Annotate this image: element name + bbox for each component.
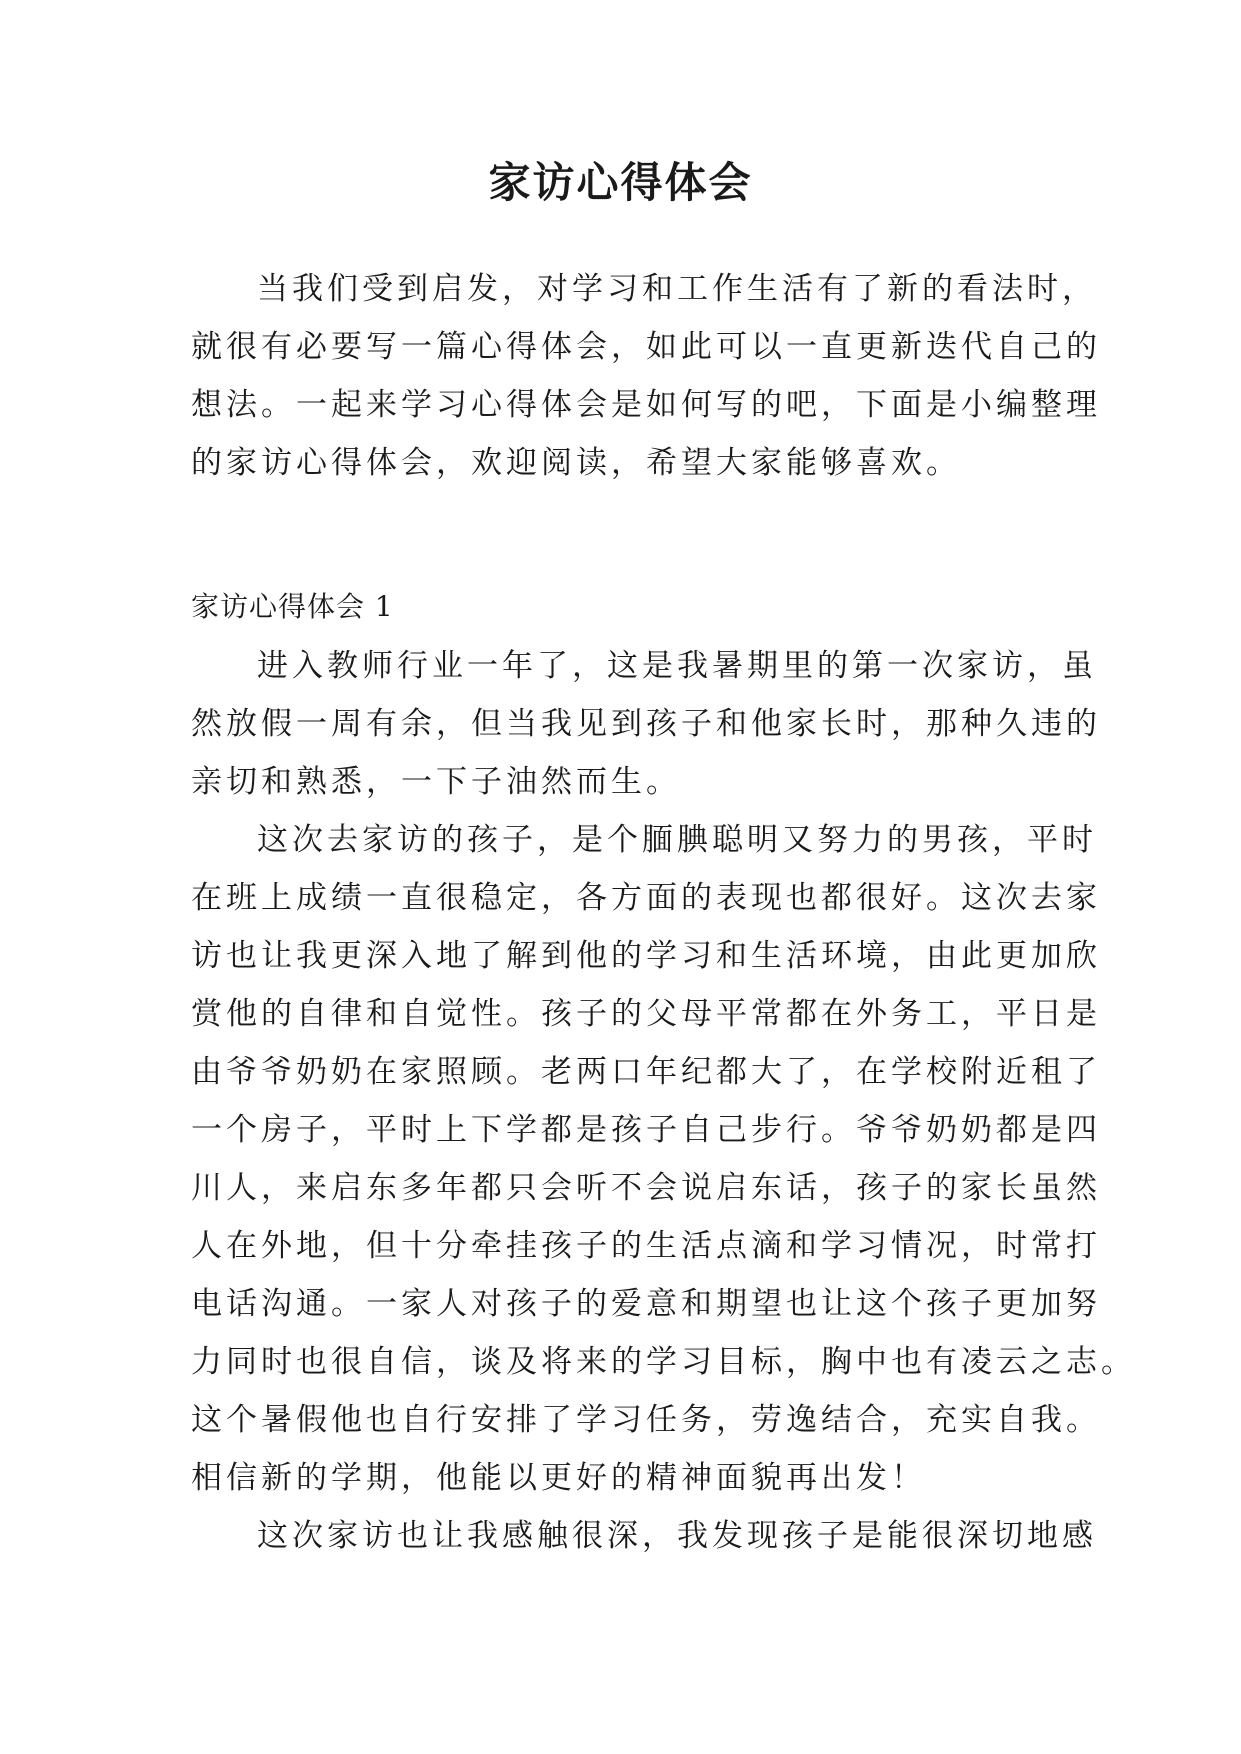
intro-line: 想法。一起来学习心得体会是如何写的吧，下面是小编整理 bbox=[191, 387, 1101, 423]
document-title: 家访心得体会 bbox=[488, 158, 753, 207]
paragraph-line: 访也让我更深入地了解到他的学习和生活环境，由此更加欣 bbox=[191, 938, 1101, 974]
paragraph-line: 这个暑假他也自行安排了学习任务，劳逸结合，充实自我。 bbox=[191, 1402, 1101, 1438]
paragraph-line: 在班上成绩一直很稳定，各方面的表现也都很好。这次去家 bbox=[191, 880, 1101, 916]
paragraph-line: 电话沟通。一家人对孩子的爱意和期望也让这个孩子更加努 bbox=[191, 1286, 1101, 1322]
paragraph-line: 一个房子，平时上下学都是孩子自己步行。爷爷奶奶都是四 bbox=[191, 1112, 1101, 1148]
paragraph-line: 这次家访也让我感触很深，我发现孩子是能很深切地感 bbox=[257, 1518, 1097, 1554]
intro-line: 的家访心得体会，欢迎阅读，希望大家能够喜欢。 bbox=[191, 445, 961, 481]
paragraph-line: 相信新的学期，他能以更好的精神面貌再出发！ bbox=[191, 1460, 926, 1496]
intro-line: 当我们受到启发，对学习和工作生活有了新的看法时， bbox=[257, 271, 1097, 307]
paragraph-line: 然放假一周有余，但当我见到孩子和他家长时，那种久违的 bbox=[191, 706, 1101, 742]
body-paragraph-1 bbox=[191, 637, 1101, 811]
paragraph-line: 力同时也很自信，谈及将来的学习目标，胸中也有凌云之志。 bbox=[191, 1344, 1136, 1380]
body-paragraph-3 bbox=[191, 1507, 1097, 1565]
intro-paragraph bbox=[191, 260, 1101, 492]
paragraph-line: 进入教师行业一年了，这是我暑期里的第一次家访，虽 bbox=[257, 648, 1097, 684]
paragraph-line: 赏他的自律和自觉性。孩子的父母平常都在外务工，平日是 bbox=[191, 996, 1101, 1032]
intro-line: 就很有必要写一篇心得体会，如此可以一直更新迭代自己的 bbox=[191, 329, 1101, 365]
body-paragraph-2 bbox=[191, 811, 1136, 1507]
paragraph-line: 这次去家访的孩子，是个腼腆聪明又努力的男孩，平时 bbox=[257, 822, 1097, 858]
paragraph-line: 人在外地，但十分牵挂孩子的生活点滴和学习情况，时常打 bbox=[191, 1228, 1101, 1264]
paragraph-line: 由爷爷奶奶在家照顾。老两口年纪都大了，在学校附近租了 bbox=[191, 1054, 1101, 1090]
section-heading: 家访心得体会 1 bbox=[191, 590, 394, 623]
paragraph-line: 川人，来启东多年都只会听不会说启东话，孩子的家长虽然 bbox=[191, 1170, 1101, 1206]
paragraph-line: 亲切和熟悉，一下子油然而生。 bbox=[191, 764, 681, 800]
